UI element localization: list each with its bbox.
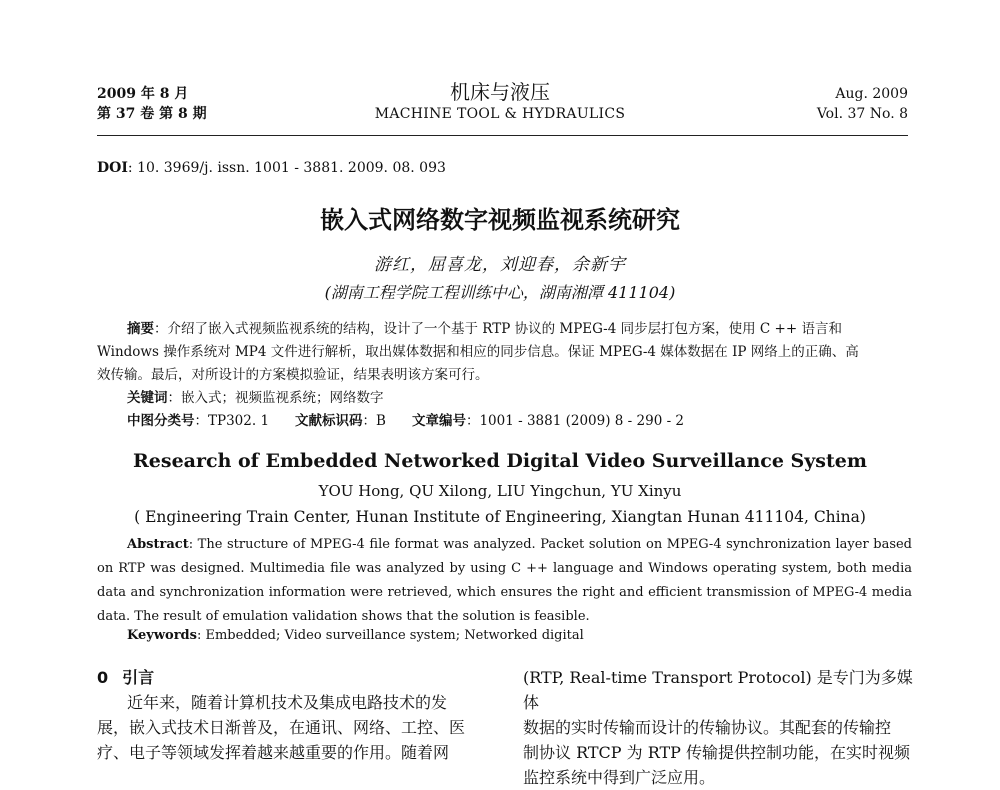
classification-line: 中图分类号：TP302. 1 文献标识码：B 文章编号：1001 - 3881 (2009) 8 - 290 - 2 — [127, 413, 685, 429]
doi-label: DOI — [97, 160, 128, 176]
clc-label: 中图分类号 — [127, 413, 195, 429]
body-right-line1: (RTP, Real-time Transport Protocol) 是专门为多媒体 — [523, 668, 913, 712]
affiliation-cn: (湖南工程学院工程训练中心，湖南湘潭 411104) — [324, 283, 676, 302]
doc-code-label: 文献标识码 — [295, 413, 363, 429]
column-left — [97, 665, 497, 765]
abstract-cn-line2: Windows 操作系统对 MP4 文件进行解析，取出媒体数据和相应的同步信息。保证 MPEG-4 媒体数据在 IP 网络上的正确、高 — [97, 344, 859, 360]
affiliation-en: ( Engineering Train Center, Hunan Institute of Engineering, Xiangtan Hunan 411104, China) — [134, 508, 866, 526]
body-left-line3: 疗、电子等领域发挥着越来越重要的作用。随着网 — [97, 743, 450, 762]
section-number: 0 — [97, 668, 109, 687]
article-no-label: 文章编号 — [411, 413, 466, 429]
header-rule — [97, 135, 908, 136]
abstract-en-label: Abstract — [127, 537, 189, 552]
doc-code-value: B — [376, 413, 386, 429]
header-volume-cn: 第 37 卷 第 8 期 — [97, 106, 207, 122]
body-left-line1: 近年来，随着计算机技术及集成电路技术的发 — [127, 693, 448, 712]
body-left-line2: 展，嵌入式技术日渐普及，在通讯、网络、工控、医 — [97, 718, 466, 737]
keywords-cn: 关键词：嵌入式；视频监视系统；网络数字 — [127, 390, 384, 406]
journal-name-en: MACHINE TOOL & HYDRAULICS — [374, 106, 626, 122]
keywords-cn-label: 关键词 — [127, 390, 168, 406]
header-right — [817, 84, 908, 124]
column-right — [523, 665, 913, 790]
body-right-line4: 监控系统中得到广泛应用。 — [523, 768, 716, 787]
section-title: 引言 — [122, 668, 155, 687]
section-heading — [97, 665, 497, 690]
doi-line: DOI: 10. 3969/j. issn. 1001 - 3881. 2009. 08. 093 — [97, 160, 446, 176]
body-right-line3: 制协议 RTCP 为 RTP 传输提供控制功能，在实时视频 — [523, 743, 910, 762]
authors-en: YOU Hong, QU Xilong, LIU Yingchun, YU Xinyu — [318, 482, 682, 500]
clc-value: TP302. 1 — [208, 413, 270, 429]
header-date-en: Aug. 2009 — [835, 86, 908, 102]
article-no-value: 1001 - 3881 (2009) 8 - 290 - 2 — [479, 413, 685, 429]
keywords-cn-value: 嵌入式；视频监视系统；网络数字 — [181, 390, 384, 406]
abstract-en: Abstract: The structure of MPEG-4 file format was analyzed. Packet solution on MPEG-4 synchronization layer based on RTP was designed. Multimedia file was analyzed by using C ++ language and Windows operating system, both media data and synchronization information were retrieved, which ensures the right and efficient transmission of MPEG-4 media data. The result of emulation validation shows that the solution is feasible. — [97, 537, 913, 624]
doi-value: 10. 3969/j. issn. 1001 - 3881. 2009. 08. 093 — [137, 160, 446, 176]
keywords-en: Keywords: Embedded; Video surveillance system; Networked digital — [127, 628, 584, 643]
keywords-en-value: Embedded; Video surveillance system; Networked digital — [205, 628, 584, 643]
abstract-en-text: The structure of MPEG-4 file format was analyzed. Packet solution on MPEG-4 synchronization layer based on RTP was designed. Multimedia file was analyzed by using C ++ language and Windows operating system, both media data and synchronization information were retrieved, which ensures the right and efficient transmission of MPEG-4 media data. The result of emulation validation shows that the solution is feasible. — [97, 537, 913, 624]
header-date-cn: 2009 年 8 月 — [97, 86, 189, 102]
abstract-cn-label: 摘要 — [127, 321, 154, 337]
body-right-line2: 数据的实时传输而设计的传输协议。其配套的传输控 — [523, 718, 892, 737]
journal-name-cn: 机床与液压 — [450, 80, 550, 104]
abstract-cn: 摘要：介绍了嵌入式视频监视系统的结构，设计了一个基于 RTP 协议的 MPEG-4 同步层打包方案，使用 C ++ 语言和 Windows 操作系统对 MP4 文件进行解析，取出媒体数据和相应的同步信息。保证 MPEG-4 媒体数据在 IP 网络上的正确、高 效传输。最后，对所设计的方案模拟验证，结果表明该方案可行。 关键词：嵌入式；视频监视系统；网络数字 中图分类号：TP302. 1 文献标识码：B 文章编号：1001 - 3881 (2009) 8 - 290 - 2 — [97, 318, 912, 433]
authors-cn: 游红，屈喜龙，刘迎春，余新宇 — [374, 255, 626, 275]
title-cn: 嵌入式网络数字视频监视系统研究 — [320, 205, 680, 234]
title-en: Research of Embedded Networked Digital Video Surveillance System — [133, 450, 867, 472]
abstract-cn-line3: 效传输。最后，对所设计的方案模拟验证，结果表明该方案可行。 — [97, 367, 489, 383]
keywords-en-label: Keywords — [127, 628, 197, 643]
header-volume-en: Vol. 37 No. 8 — [816, 106, 908, 122]
abstract-cn-line1: 介绍了嵌入式视频监视系统的结构，设计了一个基于 RTP 协议的 MPEG-4 同步层打包方案，使用 C ++ 语言和 — [167, 321, 842, 337]
